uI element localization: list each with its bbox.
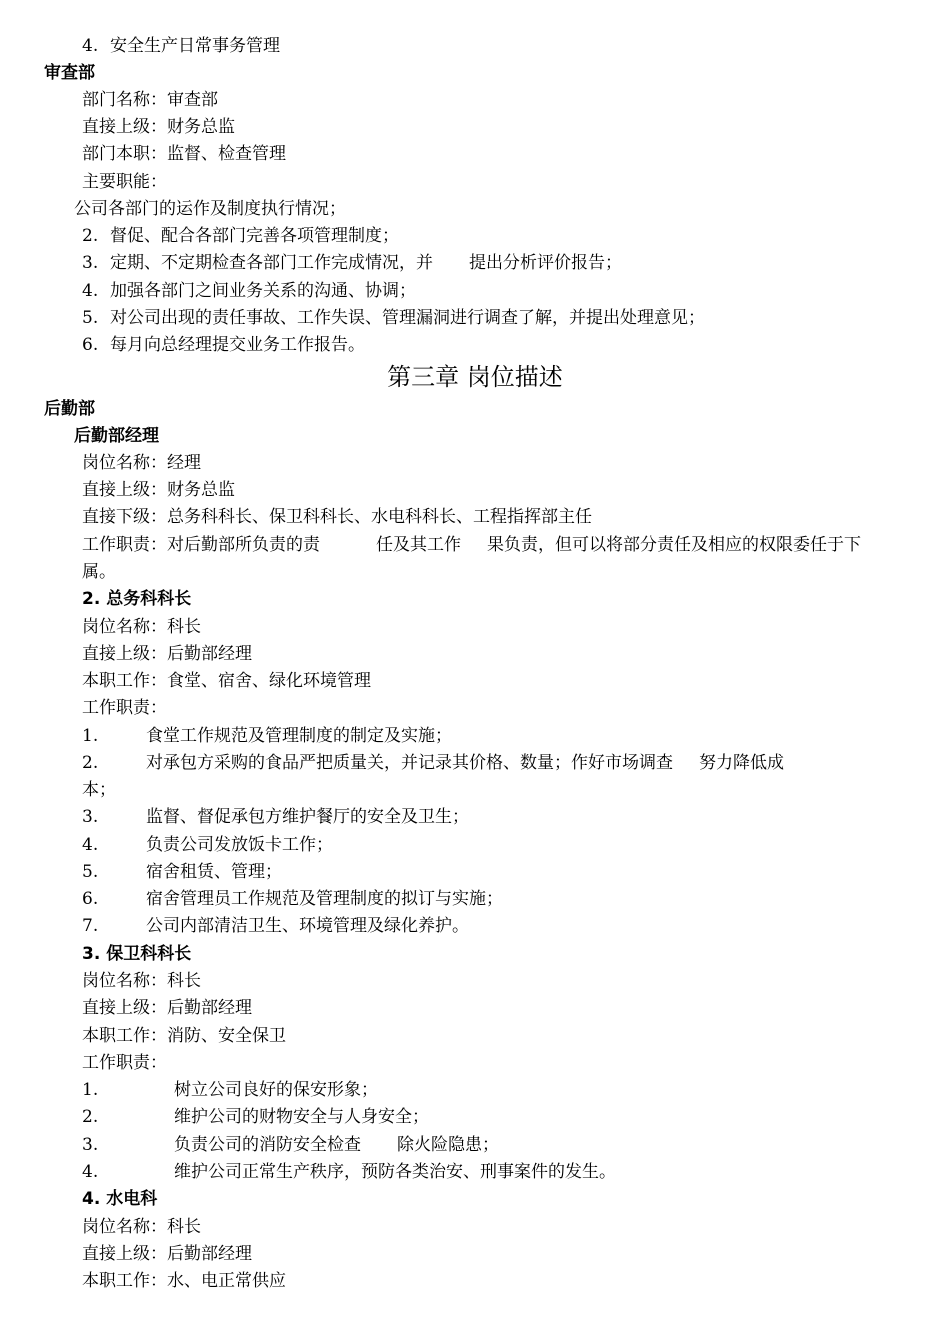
- list-item: [82, 1135, 499, 1155]
- text-line: 属。: [82, 562, 116, 582]
- text-line: 部门本职：监督、检查管理: [82, 144, 286, 164]
- list-text: 食堂工作规范及管理制度的制定及实施；: [146, 726, 452, 746]
- list-text: 维护公司正常生产秩序，预防各类治安、刑事案件的发生。: [174, 1162, 616, 1182]
- text-line: [82, 535, 861, 555]
- list-text: 维护公司的财物安全与人身安全；: [174, 1107, 429, 1127]
- text-line: 直接上级：后勤部经理: [82, 1244, 252, 1264]
- list-text: 提出分析评价报告；: [469, 253, 622, 273]
- list-item: 公司各部门的运作及制度执行情况；: [74, 199, 346, 219]
- list-number: 4.: [82, 281, 99, 301]
- list-number: 1.: [82, 726, 99, 746]
- list-number: 5.: [82, 862, 99, 882]
- text-line: 本职工作：水、电正常供应: [82, 1271, 286, 1291]
- list-text: 宿舍管理员工作规范及管理制度的拟订与实施；: [146, 889, 503, 909]
- list-text: 负责公司的消防安全检查: [174, 1135, 361, 1155]
- text-line: 工作职责：: [82, 698, 167, 718]
- list-item: [82, 335, 365, 355]
- list-item: [82, 1162, 616, 1182]
- list-number: 7.: [82, 916, 99, 936]
- list-number: 2.: [82, 226, 99, 246]
- text-line: 直接上级：后勤部经理: [82, 998, 252, 1018]
- list-item: [82, 862, 282, 882]
- list-text: 努力降低成: [699, 753, 784, 773]
- list-text: 除火险隐患；: [397, 1135, 499, 1155]
- list-number: 6.: [82, 889, 99, 909]
- list-text: 安全生产日常事务管理: [110, 36, 280, 56]
- list-number: 4.: [82, 835, 99, 855]
- list-text: 负责公司发放饭卡工作；: [146, 835, 333, 855]
- text-line: 本职工作：消防、安全保卫: [82, 1026, 286, 1046]
- chapter-title: 第三章 岗位描述: [387, 363, 563, 391]
- text-line: 本职工作：食堂、宿舍、绿化环境管理: [82, 671, 371, 691]
- list-item: [82, 1080, 378, 1100]
- text-line: 本；: [82, 780, 116, 800]
- list-item: [82, 835, 333, 855]
- text-segment: 工作职责：对后勤部所负责的责: [82, 535, 320, 555]
- list-number: 5.: [82, 308, 99, 328]
- subsection-heading: 2. 总务科科长: [82, 589, 192, 609]
- list-number: 6.: [82, 335, 99, 355]
- list-text: 定期、不定期检查各部门工作完成情况，并: [110, 253, 433, 273]
- list-item: [82, 916, 469, 936]
- list-number: 2.: [82, 1107, 99, 1127]
- text-line: 直接上级：财务总监: [82, 480, 235, 500]
- list-item: [82, 36, 280, 56]
- list-text: 对承包方采购的食品严把质量关，并记录其价格、数量；作好市场调查: [146, 753, 673, 773]
- list-item: [82, 726, 452, 746]
- subsection-heading: 3. 保卫科科长: [82, 944, 192, 964]
- list-number: 4.: [82, 1162, 99, 1182]
- text-line: 岗位名称：科长: [82, 617, 201, 637]
- text-line: 直接下级：总务科科长、保卫科科长、水电科科长、工程指挥部主任: [82, 507, 592, 527]
- subsection-heading: 后勤部经理: [74, 426, 159, 446]
- text-segment: 果负责，但可以将部分责任及相应的权限委任于下: [487, 535, 861, 555]
- subsection-heading: 4. 水电科: [82, 1189, 158, 1209]
- list-number: 4.: [82, 36, 99, 56]
- list-number: 1.: [82, 1080, 99, 1100]
- list-item: [82, 281, 416, 301]
- list-text: 加强各部门之间业务关系的沟通、协调；: [110, 281, 416, 301]
- list-item: [82, 253, 622, 273]
- text-line: 直接上级：后勤部经理: [82, 644, 252, 664]
- text-segment: 任及其工作: [376, 535, 461, 555]
- list-number: 3.: [82, 807, 99, 827]
- list-text: 宿舍租赁、管理；: [146, 862, 282, 882]
- list-text: 督促、配合各部门完善各项管理制度；: [110, 226, 399, 246]
- list-item: [82, 226, 399, 246]
- section-heading: 后勤部: [44, 399, 95, 419]
- list-text: 监督、督促承包方维护餐厅的安全及卫生；: [146, 807, 469, 827]
- list-number: 2.: [82, 753, 99, 773]
- list-item: [82, 889, 503, 909]
- text-line: 工作职责：: [82, 1053, 167, 1073]
- text-line: 岗位名称：经理: [82, 453, 201, 473]
- list-text: 每月向总经理提交业务工作报告。: [110, 335, 365, 355]
- list-item: [82, 753, 784, 773]
- list-item: [82, 308, 705, 328]
- list-item: [82, 807, 469, 827]
- text-line: 部门名称：审查部: [82, 90, 218, 110]
- list-text: 树立公司良好的保安形象；: [174, 1080, 378, 1100]
- text-line: 岗位名称：科长: [82, 971, 201, 991]
- list-text: 对公司出现的责任事故、工作失误、管理漏洞进行调查了解，并提出处理意见；: [110, 308, 705, 328]
- text-line: 岗位名称：科长: [82, 1217, 201, 1237]
- list-item: [82, 1107, 429, 1127]
- text-line: 主要职能：: [82, 172, 167, 192]
- list-number: 3.: [82, 1135, 99, 1155]
- list-number: 3.: [82, 253, 99, 273]
- list-text: 公司内部清洁卫生、环境管理及绿化养护。: [146, 916, 469, 936]
- section-heading: 审查部: [44, 63, 95, 83]
- text-line: 直接上级：财务总监: [82, 117, 235, 137]
